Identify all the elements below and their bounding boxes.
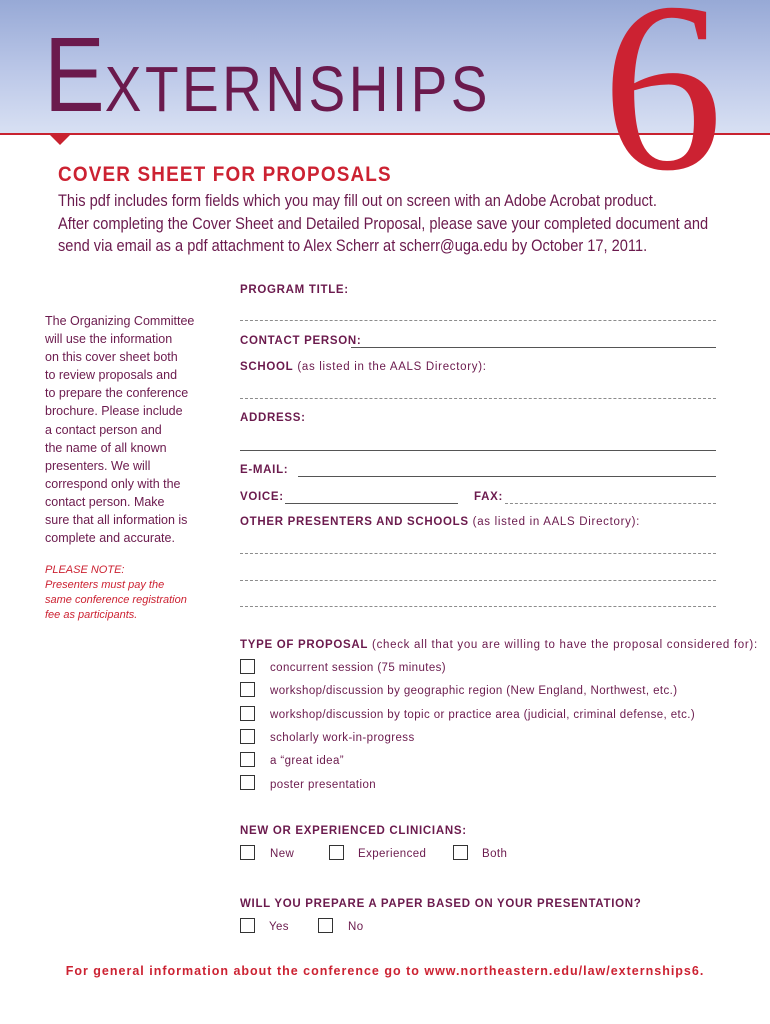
sidebar-line: presenters. We will xyxy=(45,458,151,473)
please-note xyxy=(45,563,187,623)
proposal-option-label: scholarly work-in-progress xyxy=(270,732,415,744)
voice-field[interactable] xyxy=(285,503,458,504)
paper-checkbox-no[interactable] xyxy=(318,918,333,933)
sidebar-line: complete and accurate. xyxy=(45,531,175,546)
footer-info: For general information about the conference go to www.northeastern.edu/law/externships6. xyxy=(65,964,705,978)
address-label: ADDRESS: xyxy=(240,412,306,424)
proposal-checkbox-great-idea[interactable] xyxy=(240,752,255,767)
proposal-checkbox-concurrent[interactable] xyxy=(240,659,255,674)
other-presenters-field-2[interactable] xyxy=(240,580,716,581)
fax-field[interactable] xyxy=(505,503,716,504)
voice-label: VOICE: xyxy=(240,491,284,503)
sidebar-line: contact person. Make xyxy=(45,494,165,509)
clinician-checkbox-experienced[interactable] xyxy=(329,845,344,860)
sidebar-instructions xyxy=(45,312,215,547)
note-line: same conference registration xyxy=(45,594,187,606)
edition-number: 6 xyxy=(602,0,723,221)
program-title-label: PROGRAM TITLE: xyxy=(240,284,349,296)
clinician-option-label: New xyxy=(270,848,295,860)
school-label: SCHOOL (as listed in the AALS Directory): xyxy=(240,361,487,373)
sidebar-line: correspond only with the xyxy=(45,476,181,491)
paper-option-label: Yes xyxy=(269,921,289,933)
proposal-option-label: a “great idea” xyxy=(270,755,344,767)
title-initial: E xyxy=(44,16,105,134)
intro-text xyxy=(58,190,709,258)
note-line: PLEASE NOTE: xyxy=(45,564,125,576)
other-presenters-field-1[interactable] xyxy=(240,553,716,554)
sidebar-line: brochure. Please include xyxy=(45,404,183,419)
clinician-option-label: Experienced xyxy=(358,848,427,860)
proposal-checkbox-geographic[interactable] xyxy=(240,682,255,697)
clinicians-label: NEW OR EXPERIENCED CLINICIANS: xyxy=(240,825,467,837)
sidebar-line: a contact person and xyxy=(45,422,162,437)
sidebar-line: sure that all information is xyxy=(45,513,188,528)
proposal-checkbox-poster[interactable] xyxy=(240,775,255,790)
page-title xyxy=(44,16,491,134)
clinician-option-label: Both xyxy=(482,848,508,860)
note-line: Presenters must pay the xyxy=(45,579,165,591)
paper-question-label: WILL YOU PREPARE A PAPER BASED ON YOUR PRESENTATION? xyxy=(240,898,642,910)
sidebar-line: the name of all known xyxy=(45,440,167,455)
proposal-option-label: workshop/discussion by geographic region (New England, Northwest, etc.) xyxy=(270,685,678,697)
paper-checkbox-yes[interactable] xyxy=(240,918,255,933)
proposal-checkbox-scholarly[interactable] xyxy=(240,729,255,744)
school-field[interactable] xyxy=(240,398,716,399)
sidebar-line: The Organizing Committee xyxy=(45,314,195,328)
sidebar-line: will use the information xyxy=(45,332,173,347)
contact-person-field[interactable] xyxy=(351,347,716,348)
fax-label: FAX: xyxy=(474,491,503,503)
intro-line: send via email as a pdf attachment to Alex Scherr at scherr@uga.edu by October 17, 2011. xyxy=(58,236,648,255)
contact-person-label: CONTACT PERSON: xyxy=(240,335,362,347)
sidebar-line: on this cover sheet both xyxy=(45,350,178,365)
proposal-option-label: concurrent session (75 minutes) xyxy=(270,662,447,674)
title-rest: XTERNSHIPS xyxy=(104,53,491,125)
intro-line: This pdf includes form fields which you may fill out on screen with an Adobe Acrobat product. xyxy=(58,191,657,210)
sidebar-line: to review proposals and xyxy=(45,368,178,383)
email-label: E-MAIL: xyxy=(240,464,289,476)
address-field[interactable] xyxy=(240,450,716,451)
paper-option-label: No xyxy=(348,921,364,933)
type-of-proposal-label: TYPE OF PROPOSAL (check all that you are willing to have the proposal considered for): xyxy=(240,639,758,651)
header-notch xyxy=(48,133,72,145)
proposal-option-label: poster presentation xyxy=(270,779,377,791)
cover-sheet-heading: COVER SHEET FOR PROPOSALS xyxy=(58,163,392,186)
sidebar-line: to prepare the conference xyxy=(45,386,189,401)
note-line: fee as participants. xyxy=(45,609,138,621)
intro-line: After completing the Cover Sheet and Detailed Proposal, please save your completed document and xyxy=(58,213,709,233)
other-presenters-label: OTHER PRESENTERS AND SCHOOLS (as listed in AALS Directory): xyxy=(240,516,641,528)
program-title-field[interactable] xyxy=(240,320,716,321)
email-field[interactable] xyxy=(298,476,716,477)
clinician-checkbox-both[interactable] xyxy=(453,845,468,860)
other-presenters-field-3[interactable] xyxy=(240,606,716,607)
proposal-option-label: workshop/discussion by topic or practice area (judicial, criminal defense, etc.) xyxy=(270,709,696,721)
proposal-checkbox-topic[interactable] xyxy=(240,706,255,721)
clinician-checkbox-new[interactable] xyxy=(240,845,255,860)
